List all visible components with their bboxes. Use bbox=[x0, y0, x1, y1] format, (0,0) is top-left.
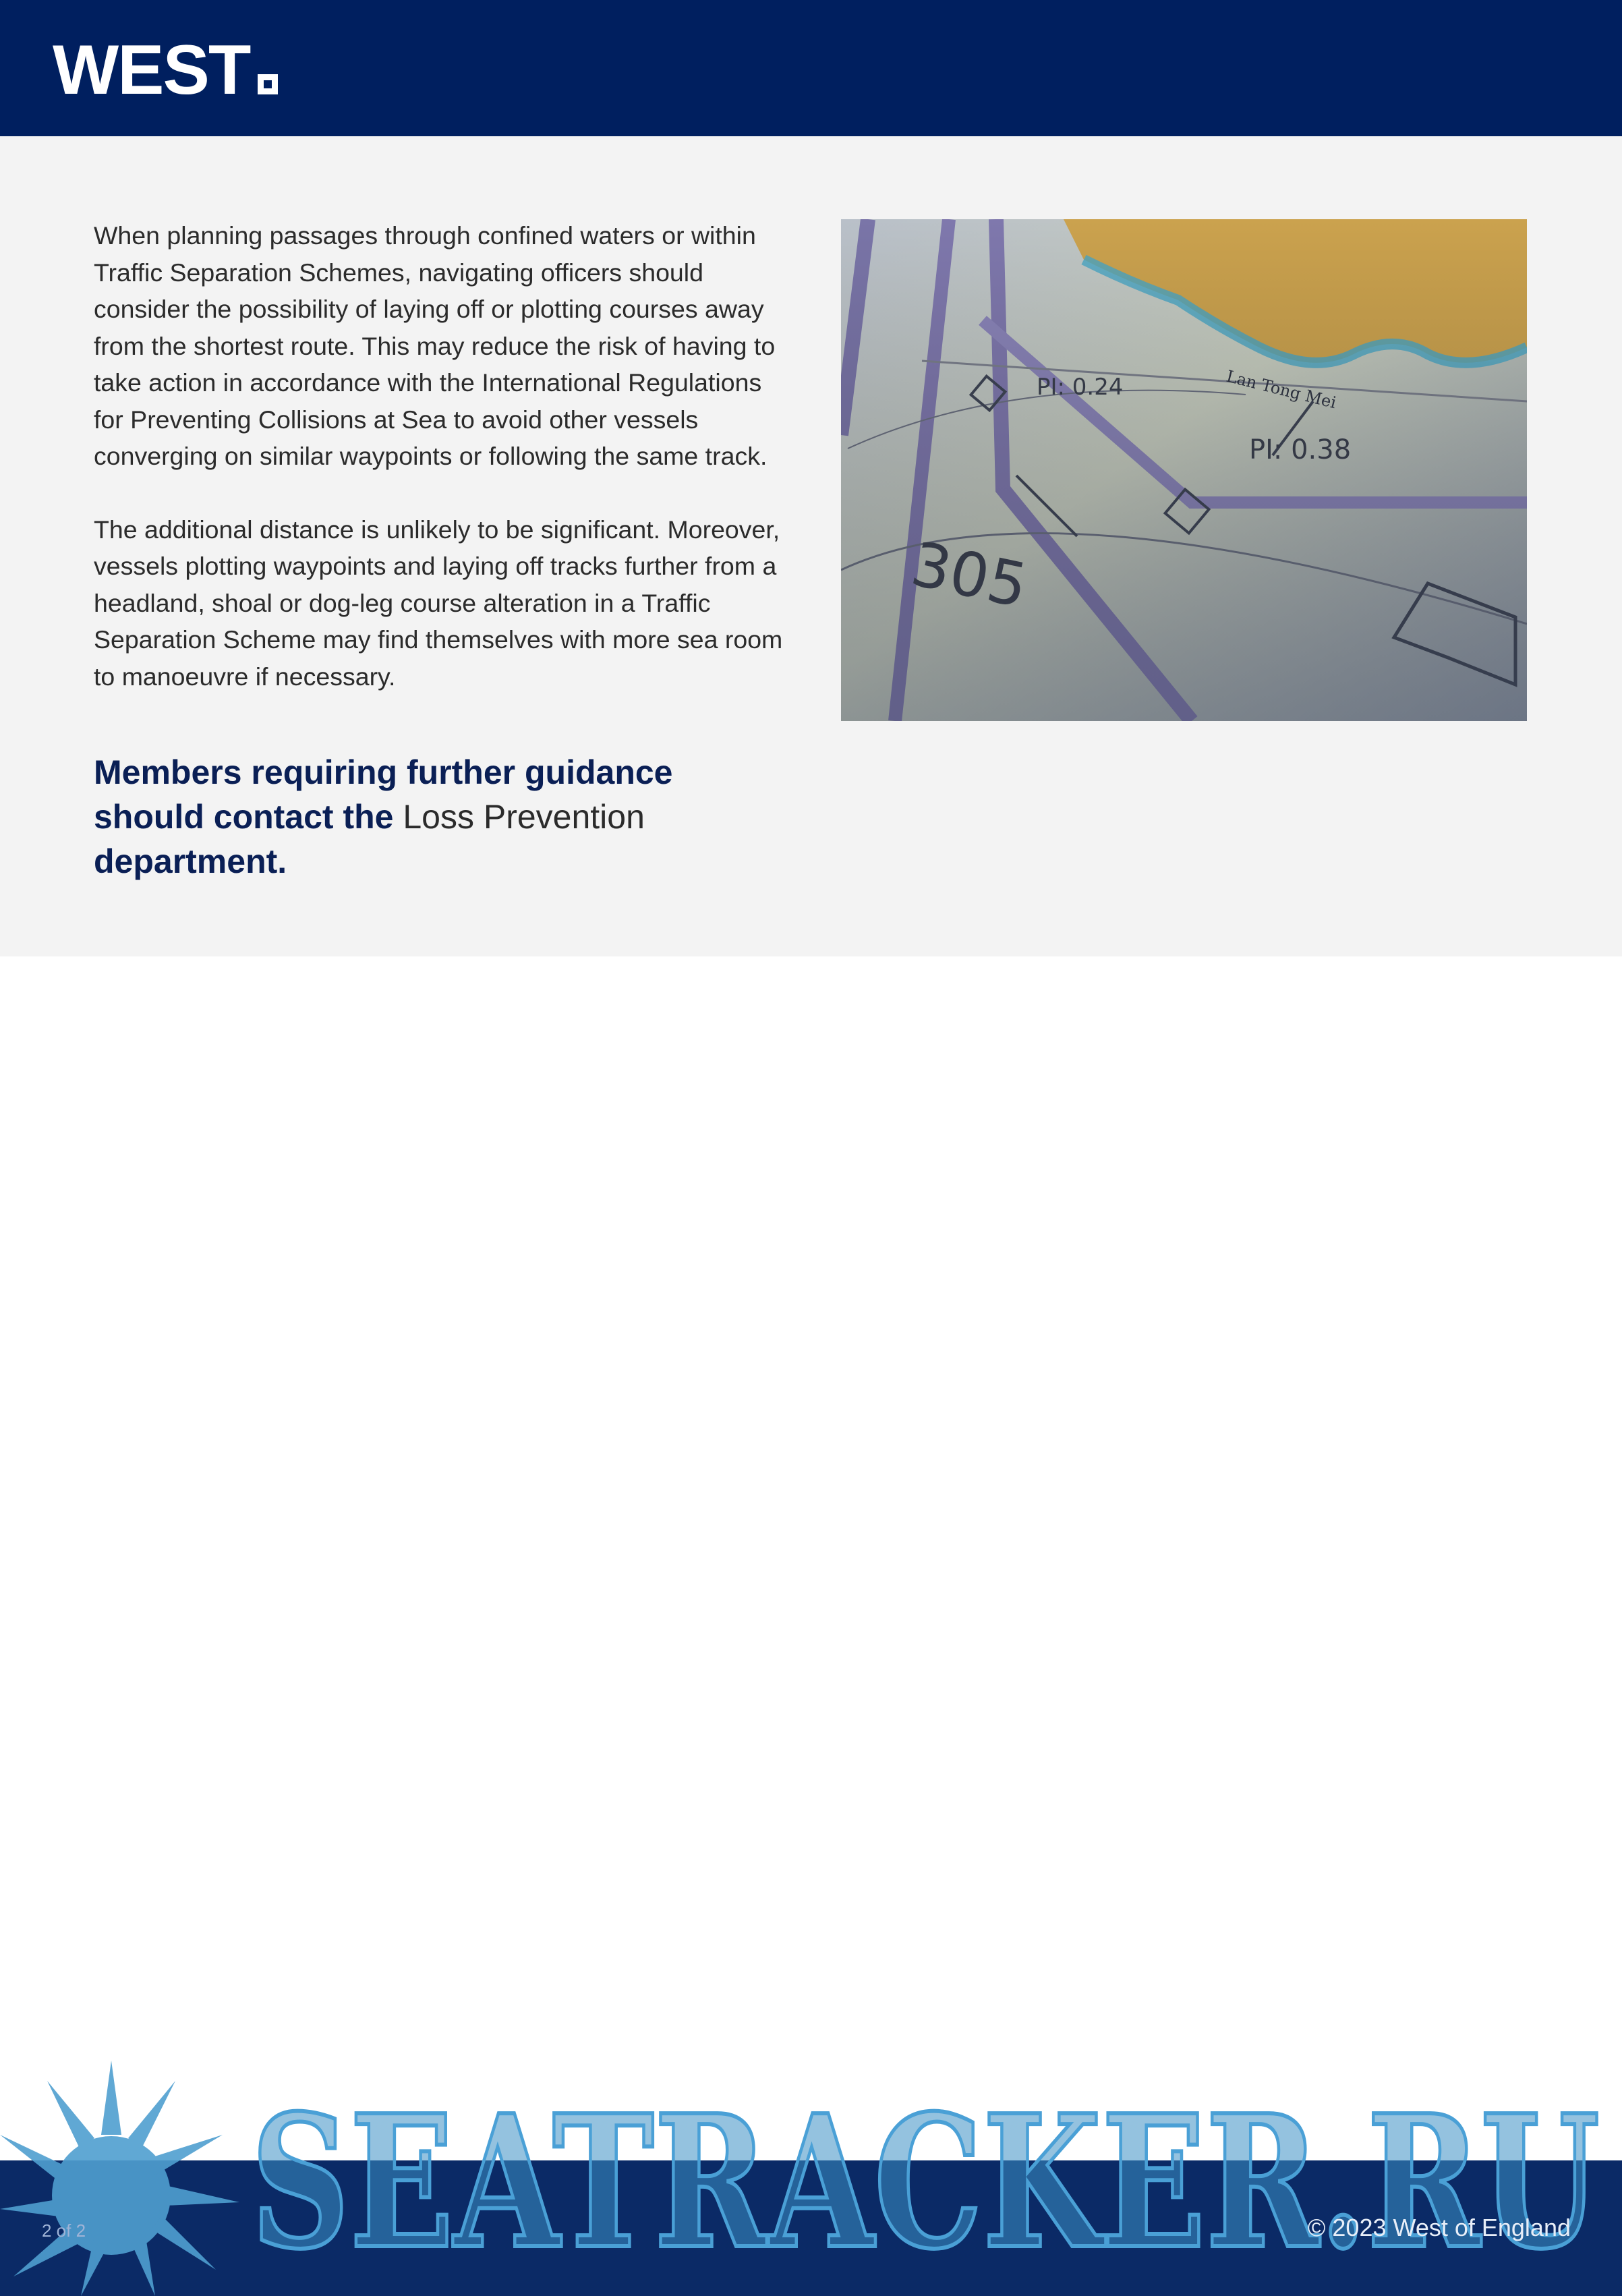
sun-watermark-icon bbox=[0, 2061, 243, 2296]
seatracker-watermark bbox=[251, 2084, 1606, 2287]
cta-text-1: Members requiring further guidance should contact the bbox=[94, 753, 673, 836]
paragraph-2: The additional distance is unlikely to be significant. Moreover, vessels plotting waypoints and laying off tracks further from a headland, shoal or dog-leg course alteration in a Traffic Separation Scheme may find themselves with more sea room to manoeuvre if necessary. bbox=[94, 515, 783, 691]
nautical-chart-photo bbox=[841, 219, 1527, 721]
article-body bbox=[94, 217, 795, 731]
svg-text:SEATRACKER.RU: SEATRACKER.RU bbox=[251, 2084, 1600, 2287]
copyright-notice: © 2023 West of England bbox=[1307, 2214, 1571, 2241]
cta-text-2: department. bbox=[94, 842, 287, 880]
logo-square-icon bbox=[258, 74, 278, 94]
west-logo[interactable]: WEST bbox=[53, 31, 250, 109]
paragraph-1: When planning passages through confined waters or within Traffic Separation Schemes, navigating officers should consider the possibility of laying off or plotting courses away from the shortest route. This may reduce the risk of having to take action in accordance with the International Regulations for Preventing Collisions at Sea to avoid other vessels converging on similar waypoints or following the same track. bbox=[94, 221, 776, 470]
contact-callout bbox=[94, 750, 768, 884]
page-number: 2 of 2 bbox=[42, 2220, 86, 2241]
loss-prevention-link[interactable]: Loss Prevention bbox=[403, 798, 645, 836]
